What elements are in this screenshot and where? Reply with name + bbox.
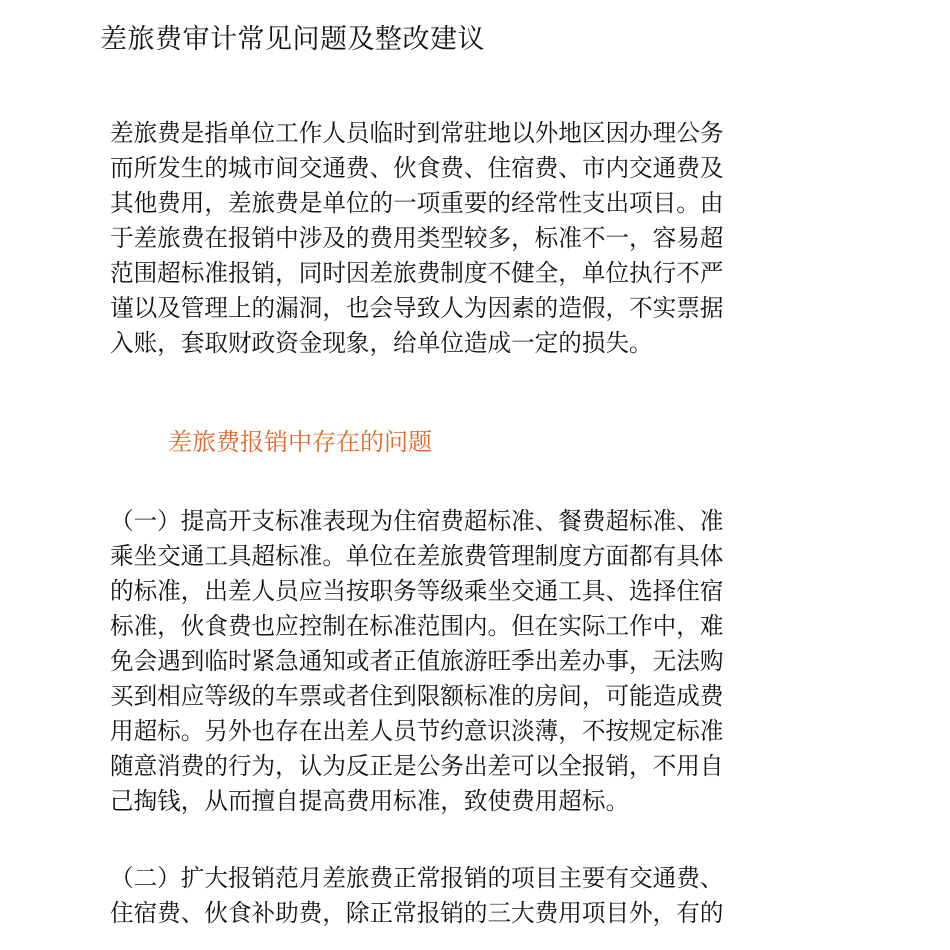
paragraph-line: 差旅费是指单位工作人员临时到常驻地以外地区因办理公务 xyxy=(110,119,724,147)
paragraph-line: 范围超标准报销，同时因差旅费制度不健全，单位执行不严 xyxy=(110,259,724,287)
paragraph-line: 于差旅费在报销中涉及的费用类型较多，标准不一，容易超 xyxy=(110,224,724,252)
paragraph-line: 乘坐交通工具超标准。单位在差旅费管理制度方面都有具体 xyxy=(110,542,724,570)
paragraph-line: 用超标。另外也存在出差人员节约意识淡薄，不按规定标准 xyxy=(110,717,724,745)
paragraph-line: 入账，套取财政资金现象，给单位造成一定的损失。 xyxy=(110,329,653,357)
document-title: 差旅费审计常见问题及整改建议 xyxy=(100,24,485,55)
paragraph-line: 其他费用，差旅费是单位的一项重要的经常性支出项目。由 xyxy=(110,189,724,217)
intro-paragraph xyxy=(110,116,723,361)
paragraph-line: 标准，伙食费也应控制在标准范围内。但在实际工作中，难 xyxy=(110,612,724,640)
paragraph-line: 己掏钱，从而擅自提高费用标准，致使费用超标。 xyxy=(110,787,630,815)
issue-2-paragraph xyxy=(110,861,723,931)
paragraph-line: 免会遇到临时紧急通知或者正值旅游旺季出差办事，无法购 xyxy=(110,647,724,675)
paragraph-line: 的标准，出差人员应当按职务等级乘坐交通工具、选择住宿 xyxy=(110,577,724,605)
paragraph-line: 随意消费的行为，认为反正是公务出差可以全报销，不用自 xyxy=(110,752,724,780)
section-heading: 差旅费报销中存在的问题 xyxy=(168,428,432,456)
paragraph-line: （二）扩大报销范月差旅费正常报销的项目主要有交通费、 xyxy=(110,864,724,892)
issue-1-paragraph xyxy=(110,504,723,819)
paragraph-line: （一）提高开支标准表现为住宿费超标准、餐费超标准、准 xyxy=(110,507,724,535)
paragraph-line: 买到相应等级的车票或者住到限额标准的房间，可能造成费 xyxy=(110,682,724,710)
paragraph-line: 谨以及管理上的漏洞，也会导致人为因素的造假，不实票据 xyxy=(110,294,724,322)
paragraph-line: 而所发生的城市间交通费、伙食费、住宿费、市内交通费及 xyxy=(110,154,724,182)
paragraph-line: 住宿费、伙食补助费，除正常报销的三大费用项目外，有的 xyxy=(110,899,724,927)
